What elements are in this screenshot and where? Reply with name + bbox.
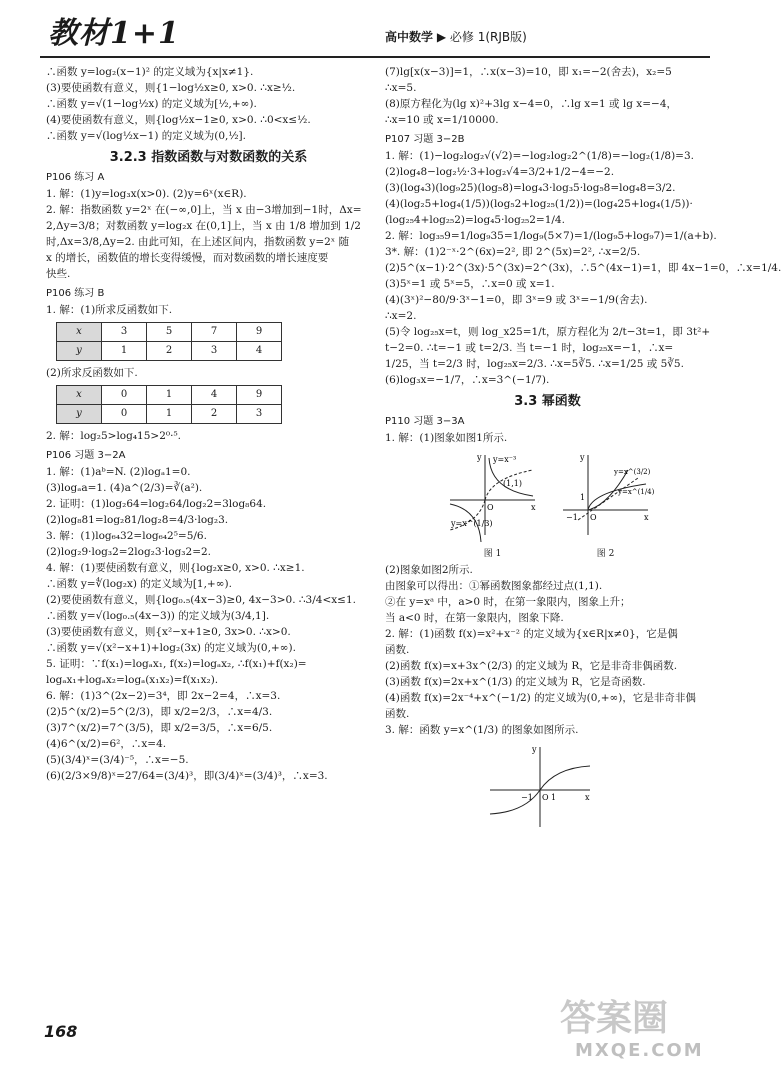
text-line: 3*. 解：(1)2⁻ˣ·2^(6x)=2², 即 2^(5x)=2², ∴x=2/5. <box>385 246 641 258</box>
text-line: logₐx₁+logₐx₂=logₐ(x₁x₂)=f(x₁x₂). <box>46 674 219 686</box>
text-line: 2. 解：log₂5>log₄15>2⁰·⁵. <box>46 430 181 442</box>
page-header <box>0 0 750 62</box>
text-line: (2)要使函数有意义，则{log₀.₅(4x−3)≥0, 4x−3>0. ∴3/4<x≤1. <box>46 594 356 606</box>
text-line: ∴x=5. <box>385 82 417 94</box>
text-line: (5)令 log₂₅x=t，则 log_x25=1/t，原方程化为 2/t−3t=1，即 3t²+ <box>385 326 711 338</box>
text-line: 当 a<0 时，在第一象限内，图象下降. <box>385 612 564 624</box>
subject-label: 高中数学 <box>385 30 434 44</box>
text-line: (6)log₃x=−1/7，∴x=3^(−1/7). <box>385 374 550 386</box>
table-cell: 0 <box>102 386 147 405</box>
curve-label: y=x^(1/3) <box>451 519 493 528</box>
tick-label: −1 <box>566 513 578 522</box>
text-line: ∴函数 y=√(x²−x+1)+log₂(3x) 的定义域为(0,+∞). <box>46 642 296 654</box>
text-line: 2. 解：指数函数 y=2ˣ 在(−∞,0]上，当 x 由−3增加到−1时，Δx= <box>46 204 362 216</box>
text-line: 快些. <box>46 268 71 280</box>
text-line: 6. 解：(1)3^(2x−2)=3⁴，即 2x−2=4，∴x=3. <box>46 690 281 702</box>
figure-caption: 图 2 <box>596 549 615 559</box>
table-cell: 1 <box>147 386 192 405</box>
text-line: 1/25，当 t=2/3 时，log₂₅x=2/3. ∴x=5∛5. ∴x=1/25 或 5∛5. <box>385 358 684 370</box>
text-line: (7)lg[x(x−3)]=1，∴x(x−3)=10，即 x₁=−2(舍去)，x₂=5 <box>385 66 672 78</box>
table-header: x <box>57 323 102 342</box>
text-line: 2. 证明：(1)log₂64=log₂64/log₂2=3log₈64. <box>46 498 267 510</box>
text-line: 时,Δx=3/8,Δy=2. 由此可知，在上述区间内，指数函数 y=2ˣ 随 <box>46 236 350 248</box>
text-line: ∴x=10 或 x=1/10000. <box>385 114 499 126</box>
exercise-title: P106 习题 3−2A <box>46 450 126 461</box>
text-line: (4)(3ˣ)²−80/9·3ˣ−1=0，即 3ˣ=9 或 3ˣ=−1/9(舍去). <box>385 294 648 306</box>
text-line: (3)7^(x/2)=7^(3/5)，即 x/2=3/5，∴x=6/5. <box>46 722 273 734</box>
text-line: (5)(3/4)ˣ=(3/4)⁻⁵，∴x=−5. <box>46 754 189 766</box>
table-cell: 3 <box>192 342 237 361</box>
text-line: (2)log₄8−log₂½·3+log₂√4=3/2+1/2−4=−2. <box>385 166 615 178</box>
table-cell: 3 <box>237 405 282 424</box>
text-line: 1. 解：(1)图象如图1所示. <box>385 432 508 444</box>
table-header: y <box>57 405 102 424</box>
text-line: (2)函数 f(x)=x+3x^(2/3) 的定义域为 R，它是非奇非偶函数. <box>385 660 678 672</box>
table-cell: 3 <box>102 323 147 342</box>
tick-label: 1 <box>580 493 586 502</box>
table-cell: 1 <box>102 342 147 361</box>
text-line: 2. 解：log₃₅9=1/log₉35=1/log₉(5×7)=1/(log₉5+log₉7)=1/(a+b). <box>385 230 717 242</box>
table-cell: 5 <box>147 323 192 342</box>
left-column <box>46 64 371 784</box>
exercise-title: P106 练习 A <box>46 172 105 183</box>
text-line: (2)5^(x/2)=5^(2/3)，即 x/2=2/3，∴x=4/3. <box>46 706 273 718</box>
curve-label: y=x^(3/2) <box>614 468 651 476</box>
power-function-graph-1 <box>445 450 540 540</box>
text-line: (log₂₅4+log₂₅2)=log₄5·log₂₅2=1/4. <box>385 214 565 226</box>
axis-label: x <box>531 503 536 512</box>
tick-label: −1 <box>521 793 533 802</box>
text-line: 函数. <box>385 708 410 720</box>
exercise-title: P106 练习 B <box>46 288 105 299</box>
origin-label: O <box>542 793 549 802</box>
watermark-url: MXQE.COM <box>575 1040 704 1061</box>
text-line: (4)函数 f(x)=2x⁻⁴+x^(−1/2) 的定义域为(0,+∞)，它是非奇非偶 <box>385 692 696 704</box>
right-column <box>385 64 781 838</box>
text-line: (2)5^(x−1)·2^(3x)·5^(3x)=2^(3x)，∴5^(4x−1)=1，即 4x−1=0，∴x=1/4. <box>385 262 781 274</box>
figure-2 <box>558 450 653 562</box>
text-line: 5. 证明：∵f(x₁)=logₐx₁, f(x₂)=logₐx₂, ∴f(x₁)+f(x₂)= <box>46 658 307 670</box>
text-line: (3)(log₄3)(log₉25)(log₅8)=log₄3·log₃5·log₅8=log₄8=3/2. <box>385 182 676 194</box>
power-function-graph-2 <box>558 450 653 540</box>
text-line: x 的增长，函数值的增长变得缓慢，而对数函数的增长速度要 <box>46 252 329 264</box>
text-line: (6)(2/3×9/8)ˣ=27/64=(3/4)³，即(3/4)ˣ=(3/4)³，∴x=3. <box>46 770 328 782</box>
axis-label: x <box>585 793 590 802</box>
inverse-table-2 <box>56 385 282 424</box>
figure-caption: 图 1 <box>483 549 502 559</box>
text-line: t−2=0. ∴t=−1 或 t=2/3. 当 t=−1 时，log₂₅x=−1，∴x= <box>385 342 674 354</box>
text-line: (3)函数 f(x)=2x+x^(1/3) 的定义域为 R，它是奇函数. <box>385 676 646 688</box>
table-cell: 4 <box>192 386 237 405</box>
text-line: ∴函数 y=√(log½x−1) 的定义域为(0,½]. <box>46 130 246 142</box>
book-logo: 教材1+1 <box>48 16 180 51</box>
figure-1 <box>445 450 540 562</box>
section-title: 3.3 幂函数 <box>514 394 581 409</box>
origin-label: O <box>487 503 494 512</box>
figure-row <box>445 450 710 562</box>
table-header: y <box>57 342 102 361</box>
text-line: ②在 y=xᵃ 中，a>0 时，在第一象限内，图象上升； <box>385 596 631 608</box>
table-cell: 1 <box>147 405 192 424</box>
text-line: 1. 解：(1)y=log₃x(x>0). (2)y=6ˣ(x∈R). <box>46 188 247 200</box>
axis-label: y <box>477 453 482 462</box>
page-number: 168 <box>44 1022 78 1041</box>
text-line: (3)5ˣ=1 或 5ˣ=5，∴x=0 或 x=1. <box>385 278 555 290</box>
text-line: 2. 解：(1)函数 f(x)=x²+x⁻² 的定义域为{x∈R|x≠0}，它是偶 <box>385 628 678 640</box>
exercise-title: P107 习题 3−2B <box>385 134 465 145</box>
point-label: (1,1) <box>503 479 522 488</box>
axis-label: y <box>532 745 537 754</box>
text-line: 3. 解：(1)log₆₄32=log₆₄2⁵=5/6. <box>46 530 207 542</box>
text-line: 4. 解：(1)要使函数有意义，则{log₂x≥0, x>0. ∴x≥1. <box>46 562 305 574</box>
text-line: (4)(log₂5+log₄(1/5))(log₅2+log₂₅(1/2))=(log₄25+log₄(1/5))· <box>385 198 693 210</box>
table-cell: 0 <box>102 405 147 424</box>
table-header: x <box>57 386 102 405</box>
tick-label: 1 <box>551 793 557 802</box>
text-line: ∴x=2. <box>385 310 417 322</box>
text-line: (2)log₈81=log₂81/log₂8=4/3·log₂3. <box>46 514 229 526</box>
table-cell: 9 <box>237 386 282 405</box>
table-cell: 2 <box>147 342 192 361</box>
watermark: 答案圈 <box>560 998 669 1039</box>
table-cell: 7 <box>192 323 237 342</box>
origin-label: O <box>590 513 597 522</box>
section-title: 3.2.3 指数函数与对数函数的关系 <box>109 150 308 165</box>
text-line: (3)要使函数有意义，则{1−log½x≥0, x>0. ∴x≥½. <box>46 82 296 94</box>
text-line: ∴函数 y=log₂(x−1)² 的定义域为{x|x≠1}. <box>46 66 254 78</box>
exercise-title: P110 习题 3−3A <box>385 416 465 427</box>
text-line: 1. 解：(1)aᵇ=N. (2)logₐ1=0. <box>46 466 191 478</box>
text-line: (4)6^(x/2)=6²，∴x=4. <box>46 738 167 750</box>
text-line: (8)原方程化为(lg x)²+3lg x−4=0，∴lg x=1 或 lg x=−4， <box>385 98 677 110</box>
cube-root-graph <box>485 742 595 832</box>
text-line: 1. 解：(1)所求反函数如下. <box>46 304 173 316</box>
inverse-table-1 <box>56 322 282 361</box>
text-line: 3. 解：函数 y=x^(1/3) 的图象如图所示. <box>385 724 579 736</box>
table-cell: 9 <box>237 323 282 342</box>
text-line: ∴函数 y=∜(log₂x) 的定义域为[1,+∞). <box>46 578 232 590</box>
text-line: (3)要使函数有意义，则{x²−x+1≥0, 3x>0. ∴x>0. <box>46 626 291 638</box>
axis-label: y <box>580 453 585 462</box>
figure-3 <box>485 742 595 838</box>
text-line: 1. 解：(1)−log₂log₂√(√2)=−log₂log₂2^(1/8)=−log₂(1/8)=3. <box>385 150 695 162</box>
table-cell: 2 <box>192 405 237 424</box>
text-line: (2)log₂9·log₃2=2log₂3·log₃2=2. <box>46 546 212 558</box>
curve-label: y=x^(1/4) <box>618 488 655 496</box>
text-line: (2)所求反函数如下. <box>46 367 138 379</box>
table-cell: 4 <box>237 342 282 361</box>
axis-label: x <box>644 513 649 522</box>
text-line: 2,Δy=3/8；对数函数 y=log₂x 在(0,1]上，当 x 由 1/8 增加到 1/2 <box>46 220 361 232</box>
text-line: ∴函数 y=√(log₀.₅(4x−3)) 的定义域为(3/4,1]. <box>46 610 270 622</box>
volume-label: 必修 1(RJB版) <box>449 30 527 44</box>
text-line: 函数. <box>385 644 410 656</box>
curve-label: y=x⁻³ <box>493 455 517 464</box>
text-line: 由图象可以得出：①幂函数图象都经过点(1,1). <box>385 580 603 592</box>
text-line: (3)logₐa=1. (4)a^(2/3)=∛(a²). <box>46 482 203 494</box>
header-divider <box>40 56 710 58</box>
text-line: (2)图象如图2所示. <box>385 564 473 576</box>
header-subject: 高中数学 ▶ 必修 1(RJB版) <box>385 30 527 44</box>
text-line: ∴函数 y=√(1−log½x) 的定义域为[½,+∞). <box>46 98 257 110</box>
text-line: (4)要使函数有意义，则{log½x−1≥0, x>0. ∴0<x≤½. <box>46 114 311 126</box>
